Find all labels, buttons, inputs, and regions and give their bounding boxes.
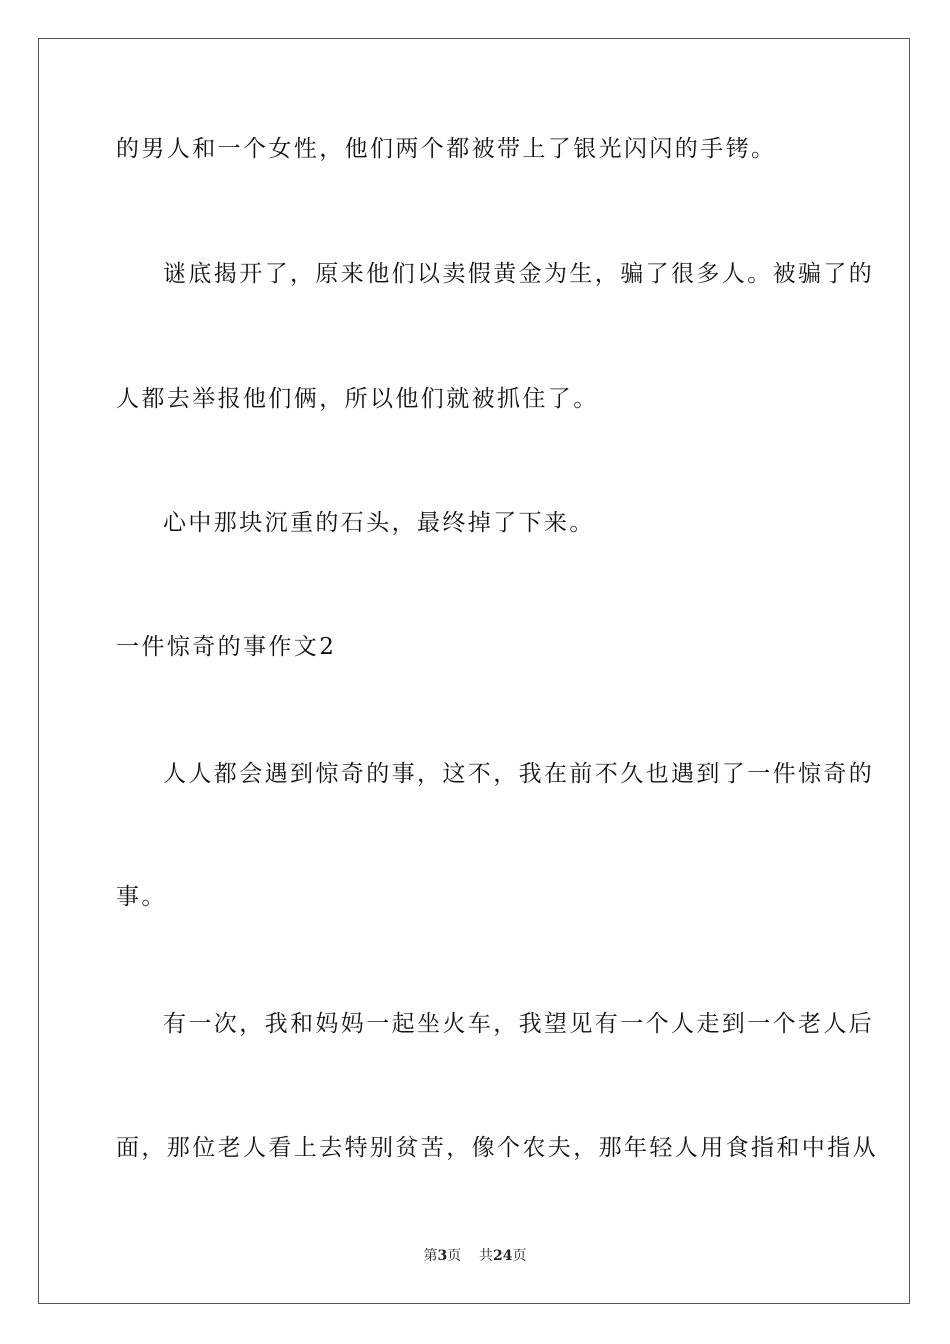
text-line-3: 人都去举报他们俩，所以他们就被抓住了。 <box>116 386 599 412</box>
text-line-2: 谜底揭开了，原来他们以卖假黄金为生，骗了很多人。被骗了的 <box>163 261 875 287</box>
page-number: 3 <box>437 1248 448 1264</box>
total-pages: 24 <box>493 1248 513 1264</box>
text-line-1: 的男人和一个女性，他们两个都被带上了银光闪闪的手铐。 <box>116 136 777 162</box>
text-line-7: 有一次，我和妈妈一起坐火车，我望见有一个人走到一个老人后 <box>163 1011 875 1037</box>
page-suffix: 页 <box>447 1248 462 1264</box>
page-border <box>38 38 910 1304</box>
text-line-5: 人人都会遇到惊奇的事，这不，我在前不久也遇到了一件惊奇的 <box>163 761 875 787</box>
total-prefix: 共 <box>479 1248 494 1264</box>
total-suffix: 页 <box>512 1248 527 1264</box>
text-line-8: 面，那位老人看上去特别贫苦，像个农夫，那年轻人用食指和中指从 <box>116 1135 878 1161</box>
text-line-6: 事。 <box>116 884 167 910</box>
section-heading: 一件惊奇的事作文2 <box>116 634 337 660</box>
page-prefix: 第 <box>423 1248 438 1264</box>
text-line-4: 心中那块沉重的石头，最终掉了下来。 <box>163 510 595 536</box>
page-footer <box>0 1245 950 1265</box>
